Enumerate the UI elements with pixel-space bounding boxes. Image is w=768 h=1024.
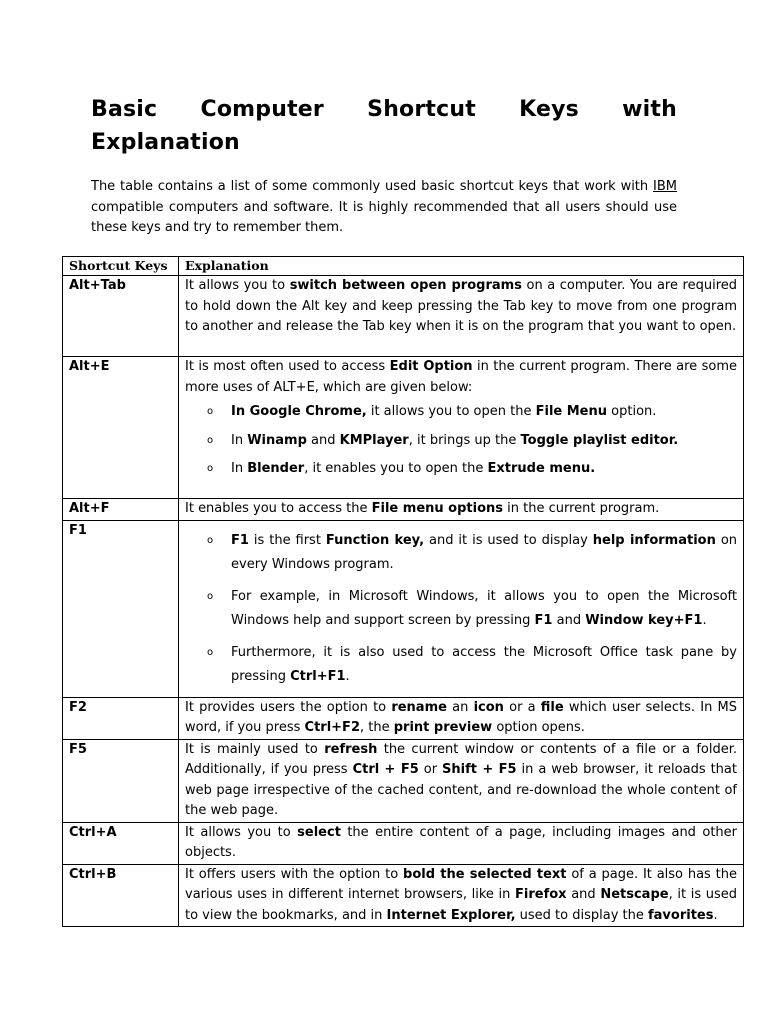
table-row [63,520,744,697]
header-shortcut-keys: Shortcut Keys [63,257,179,276]
shortcut-explanation: It is mainly used to refresh the current window or contents of a file or a folder. Additionally, if you press Ctrl + F5 or Shift + F5 in a web browser, it reloads that web page irrespective of the cached content, and re-download the whole content of the web page. [179,739,744,822]
bullet-list [185,402,737,480]
table-row [63,697,744,739]
list-item: o In Winamp and KMPlayer, it brings up the Toggle playlist editor. [207,431,737,452]
shortcut-key: Ctrl+A [63,822,179,864]
header-explanation: Explanation [179,257,744,276]
shortcut-table [62,256,744,927]
shortcut-explanation [179,520,744,697]
shortcut-explanation: It provides users the option to rename an icon or a file which user selects. In MS word, if you press Ctrl+F2, the print preview option opens. [179,697,744,739]
shortcut-key: Alt+E [63,357,179,499]
shortcut-key: F2 [63,697,179,739]
table-row [63,864,744,927]
table-row [63,739,744,822]
table-row [63,276,744,357]
page-title: Basic Computer Shortcut Keys with Explanation [91,97,677,155]
list-item: o Furthermore, it is also used to access the Microsoft Office task pane by pressing Ctrl+F1. [207,641,737,689]
bullet-icon: o [207,590,214,602]
ibm-link-text: IBM [653,179,677,194]
shortcut-explanation: It is most often used to access Edit Option in the current program. There are some more uses of ALT+E, which are given below: o In Google Chrome, it allows you to open the File Menu option. o In Winamp and KMPlayer, it brings up the Toggle playlist editor. o In Blender, it enables you to open the Extrude menu. [179,357,744,499]
bullet-icon: o [207,434,214,446]
bullet-icon: o [207,406,214,417]
shortcut-explanation: It offers users with the option to bold the selected text of a page. It also has the various uses in different internet browsers, like in Firefox and Netscape, it is used to view the bookmarks, and in Internet Explorer, used to display the favorites. [179,864,744,927]
bullet-icon: o [207,463,214,474]
shortcut-key: Ctrl+B [63,864,179,927]
bullet-icon: o [207,534,214,546]
shortcut-explanation: It allows you to select the entire content of a page, including images and other objects. [179,822,744,864]
list-item: o In Blender, it enables you to open the Extrude menu. [207,459,737,480]
shortcut-key: F5 [63,739,179,822]
shortcut-key: F1 [63,520,179,697]
bullet-list [185,529,737,689]
list-item: o In Google Chrome, it allows you to open the File Menu option. [207,402,737,423]
intro-paragraph: The table contains a list of some commonly used basic shortcut keys that work with IBM compatible computers and software. It is highly recommended that all users should use these keys and try to remember them. [91,179,677,235]
bullet-icon: o [207,646,214,658]
shortcut-explanation: It enables you to access the File menu options in the current program. [179,499,744,521]
table-row [63,499,744,521]
shortcut-key: Alt+Tab [63,276,179,357]
list-item: o F1 is the first Function key, and it is used to display help information on every Windows program. [207,529,737,577]
table-header-row [63,257,744,276]
shortcut-explanation: It allows you to switch between open programs on a computer. You are required to hold down the Alt key and keep pressing the Tab key to move from one program to another and release the Tab key when it is on the program that you want to open. [179,276,744,357]
table-row [63,822,744,864]
shortcut-key: Alt+F [63,499,179,521]
list-item: o For example, in Microsoft Windows, it allows you to open the Microsoft Windows help and support screen by pressing F1 and Window key+F1. [207,585,737,633]
table-row [63,357,744,499]
